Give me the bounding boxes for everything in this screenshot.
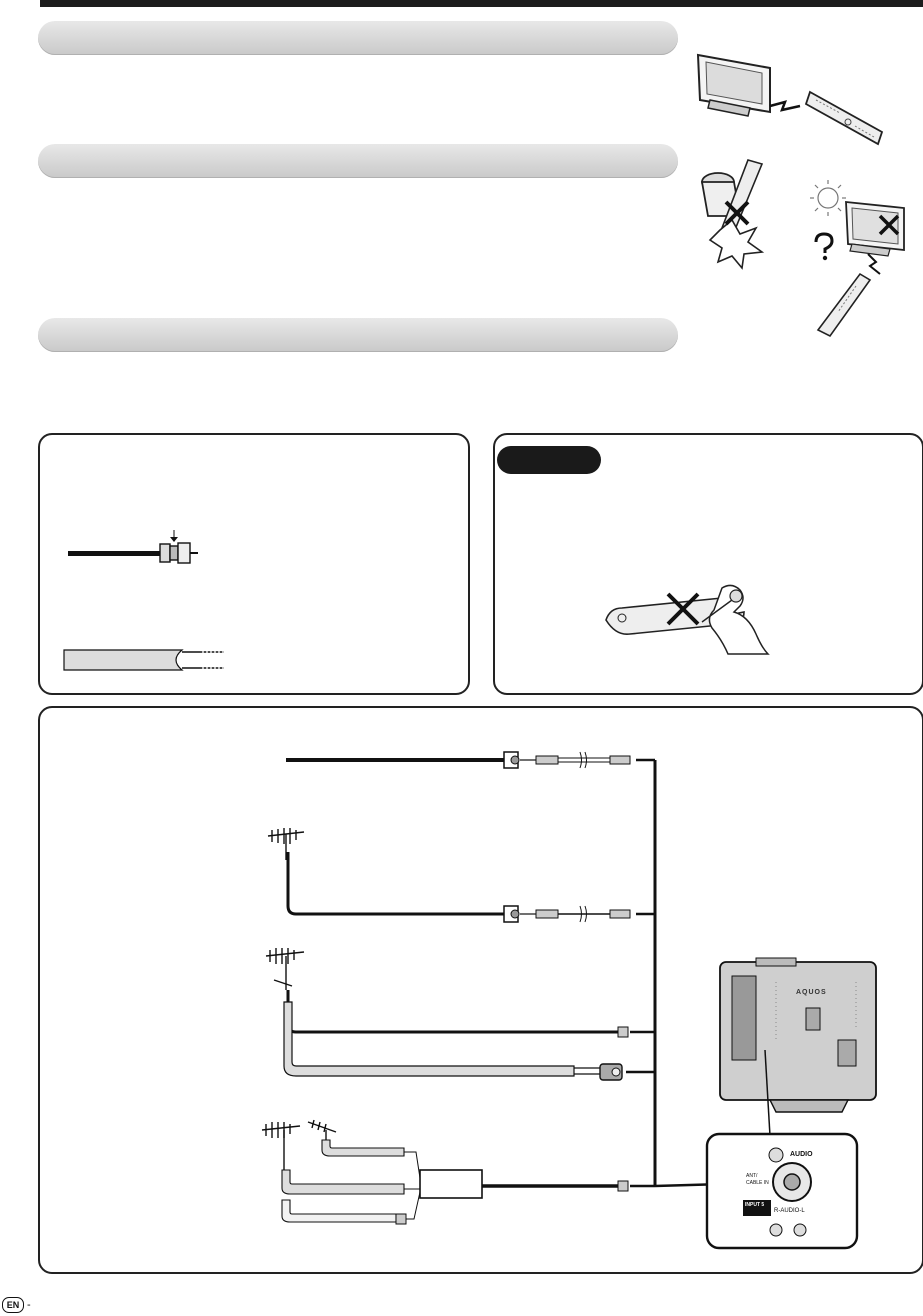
coaxial-plug-icon [610, 910, 630, 918]
matching-transformer-icon [600, 1064, 622, 1080]
antenna-icon [266, 948, 304, 990]
antenna-icon [262, 1122, 300, 1170]
outdoor-antenna-coax-row [268, 828, 655, 922]
separate-antennas-combiner-row [262, 1120, 655, 1224]
audio-label: AUDIO [790, 1151, 813, 1158]
ant-label: ANT/ [746, 1173, 758, 1179]
page-separator: - [27, 1299, 31, 1311]
audio-lr-label: R-AUDIO-L [774, 1208, 805, 1214]
antenna-icon [268, 828, 304, 860]
tv-rear-icon [720, 958, 876, 1112]
cable-in-label: CABLE IN [746, 1180, 769, 1186]
cable-line-row [286, 752, 655, 768]
input-5-label: INPUT 5 [745, 1202, 765, 1208]
tv-brand-label: AQUOS [796, 989, 827, 996]
coaxial-plug-icon [396, 1214, 406, 1224]
coaxial-plug-icon [536, 756, 558, 764]
coaxial-plug-icon [618, 1181, 628, 1191]
coaxial-plug-icon [536, 910, 558, 918]
vhf-uhf-antenna-row [266, 948, 655, 1080]
page-marker [2, 1297, 31, 1313]
coaxial-plug-icon [618, 1027, 628, 1037]
coaxial-plug-icon [610, 756, 630, 764]
audio-jack-icon [769, 1148, 783, 1162]
combiner-box [420, 1170, 482, 1198]
language-badge: EN [2, 1297, 24, 1313]
